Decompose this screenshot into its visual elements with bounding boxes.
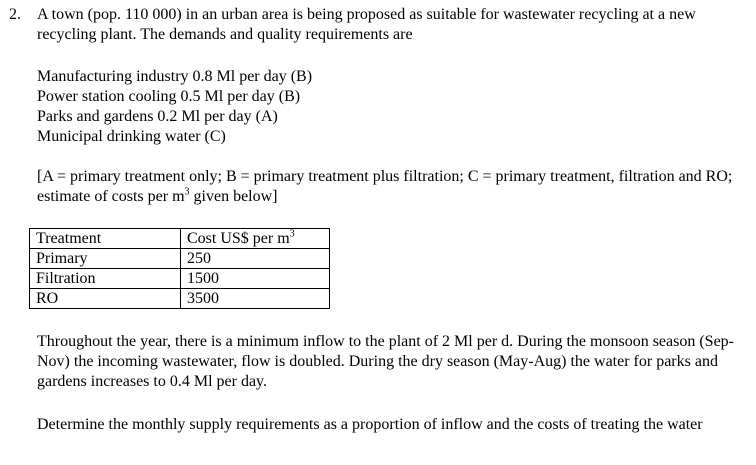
header-cost [181,229,330,249]
demand-item: Municipal drinking water (C) [37,128,226,145]
legend-text-end: given below] [189,188,278,205]
question-number: 2. [9,6,21,23]
header-cost-superscript: 3 [289,228,295,240]
table-row [30,269,330,289]
table-header-row [30,229,330,249]
demand-item: Parks and gardens 0.2 Ml per day (A) [37,108,278,125]
demand-list [37,67,312,147]
demand-item: Manufacturing industry 0.8 Ml per day (B) [37,68,313,85]
treatment-legend [37,167,737,207]
cost-cell: 1500 [181,269,330,289]
treatment-cell: RO [30,289,181,309]
inflow-paragraph: Throughout the year, there is a minimum inflow to the plant of 2 Ml per d. During the monsoon season (Sep-Nov) the incoming wastewater, flow is doubled. During the dry season (May-Aug) the water for parks and gardens increases to 0.4 Ml per day. [37,333,735,390]
table-row [30,289,330,309]
legend-text: [A = primary treatment only; B = primary treatment plus filtration; C = primary treatment, filtration and RO; estimate of costs per m [37,168,733,205]
question-intro: A town (pop. 110 000) in an urban area is being proposed as suitable for wastewater recycling at a new recycling plant. The demands and quality requirements are [37,6,696,43]
table-row [30,249,330,269]
task-paragraph: Determine the monthly supply requirements as a proportion of inflow and the costs of treating the water [37,416,703,433]
header-cost-label: Cost US$ per m [187,230,290,247]
treatment-cell: Filtration [30,269,181,289]
cost-cell: 250 [181,249,330,269]
cost-cell: 3500 [181,289,330,309]
legend-superscript: 3 [184,186,190,198]
cost-table [29,228,330,309]
treatment-cell: Primary [30,249,181,269]
header-treatment: Treatment [30,229,181,249]
demand-item: Power station cooling 0.5 Ml per day (B) [37,88,301,105]
